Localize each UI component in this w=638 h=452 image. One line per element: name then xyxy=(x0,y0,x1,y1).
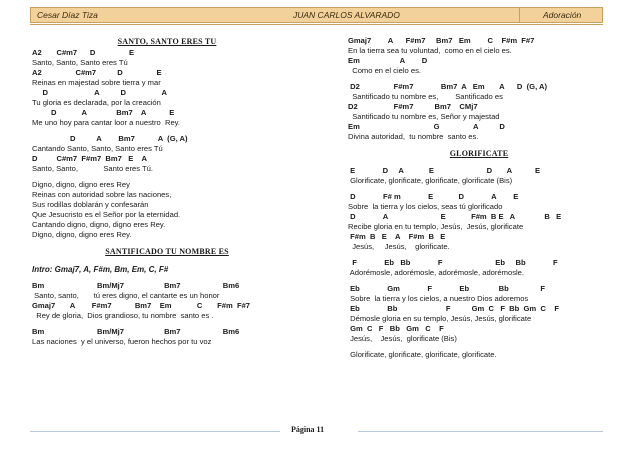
lyric-line: Glorificate, glorificate, glorificate, glorificate (Bis) xyxy=(348,176,513,185)
lyric-line: Reinas con autoridad sobre las naciones, xyxy=(32,190,172,199)
chord-line: Bm Bm/Mj7 Bm7 Bm6 xyxy=(32,327,240,336)
chord-line: F Eb Bb F Eb Bb F xyxy=(348,258,558,267)
header-artist: JUAN CARLOS ALVARADO xyxy=(293,10,400,20)
lyric-line: Sobre la tierra y los cielos, seas tú glorificado xyxy=(348,202,503,211)
lyric-line: Cantando digno, digno, digno eres Rey. xyxy=(32,220,166,229)
lyric-line: Las naciones y el universo, fueron hechos por tu voz xyxy=(32,337,212,346)
lyric-line: Sus rodillas doblarán y confesarán xyxy=(32,200,149,209)
chord-line: F#m B E A F#m B E xyxy=(348,232,446,241)
chord-line: Em G A D xyxy=(348,122,505,131)
chord-line: A2 C#m7 D E xyxy=(32,68,162,77)
chord-line: Gmaj7 A F#m7 Bm7 Em C F#m F#7 xyxy=(348,36,535,45)
song-title: GLORIFICATE xyxy=(449,149,509,158)
lyric-line: Santificado tu nombre es, Santificado es xyxy=(348,92,503,101)
chord-line: Em A D xyxy=(348,56,428,65)
chord-line: Gm C F Bb Gm C F xyxy=(348,324,444,333)
header-divider xyxy=(519,8,520,22)
lyric-line: Santo, Santo, Santo eres Tú xyxy=(32,58,128,67)
lyric-line: Reinas en majestad sobre tierra y mar xyxy=(32,78,161,87)
chord-line: E D A E D A E xyxy=(348,166,541,175)
lyric-line: Santificado tu nombre es, Señor y majestad xyxy=(348,112,500,121)
lyric-line: Digno, digno, digno eres Rey xyxy=(32,180,130,189)
lyric-line: Jesús, Jesús, glorificate (Bis) xyxy=(348,334,457,343)
chord-line: D2 F#m7 Bm7 CMj7 xyxy=(348,102,478,111)
song-title: SANTO, SANTO ERES TU xyxy=(117,37,217,46)
lyric-line: Recibe gloria en tu templo, Jesús, Jesús, glorificate xyxy=(348,222,524,231)
header-section: Adoración xyxy=(543,10,582,20)
lyric-line: Tu gloria es declarada, por la creación xyxy=(32,98,161,107)
lyric-line: Divina autoridad, tu nombre santo es. xyxy=(348,132,479,141)
intro-line: Intro: Gmaj7, A, F#m, Bm, Em, C, F# xyxy=(32,265,169,274)
lyric-line: Santo, Santo, Santo eres Tú. xyxy=(32,164,154,173)
lyric-line: Glorificate, glorificate, glorificate, glorificate. xyxy=(348,350,497,359)
chord-line: D F# m E D A E xyxy=(348,192,519,201)
chord-line: D2 F#m7 Bm7 A Em A D (G, A) xyxy=(348,82,548,91)
chord-line: Bm Bm/Mj7 Bm7 Bm6 xyxy=(32,281,240,290)
left-column xyxy=(32,36,302,347)
lyric-line: Sobre la tierra y los cielos, a nuestro Dios adoremos xyxy=(348,294,529,303)
header-rule xyxy=(30,24,603,25)
chord-line: D A Bm7 A E xyxy=(32,108,175,117)
lyric-line: Adorémosle, adorémosle, adorémosle, adorémosle. xyxy=(348,268,525,277)
footer-rule-left xyxy=(30,431,280,432)
song-title: SANTIFICADO TU NOMBRE ES xyxy=(105,247,229,256)
chord-line: Eb Gm F Eb Bb F xyxy=(348,284,546,293)
chord-line: D C#m7 F#m7 Bm7 E A xyxy=(32,154,147,163)
page-number: Página 11 xyxy=(291,425,325,434)
page-header xyxy=(30,7,603,23)
lyric-line: Jesús, Jesús, glorificate. xyxy=(348,242,450,251)
chord-line: D A D A xyxy=(32,88,168,97)
lyric-line: Démosle gloria en su templo, Jesús, Jesús, glorificate xyxy=(348,314,532,323)
lyric-line: Me uno hoy para cantar loor a nuestro Rey. xyxy=(32,118,181,127)
lyric-line: Santo, santo, tú eres digno, el cantarte es un honor xyxy=(32,291,220,300)
chord-line: A2 C#m7 D E xyxy=(32,48,135,57)
lyric-line: Que Jesucristo es el Señor por la eternidad. xyxy=(32,210,181,219)
footer-rule-right xyxy=(358,431,603,432)
chord-line: D A E F#m B E A B E xyxy=(348,212,562,221)
lyric-line: Cantando Santo, Santo, Santo eres Tú xyxy=(32,144,163,153)
chord-line: D A Bm7 A (G, A) xyxy=(32,134,188,143)
lyric-line: Como en el cielo es. xyxy=(348,66,422,75)
lyric-line: Rey de gloria, Dios grandioso, tu nombre santo es . xyxy=(32,311,214,320)
chord-line: Gmaj7 A F#m7 Bm7 Em C F#m F#7 xyxy=(32,301,251,310)
right-column xyxy=(348,36,610,360)
header-author: Cesar Díaz Tiza xyxy=(37,10,98,20)
chord-line: Eb Bb F Gm C F Bb Gm C F xyxy=(348,304,559,313)
lyric-line: Digno, digno, digno eres Rey. xyxy=(32,230,132,239)
lyric-line: En la tierra sea tu voluntad, como en el cielo es. xyxy=(348,46,512,55)
